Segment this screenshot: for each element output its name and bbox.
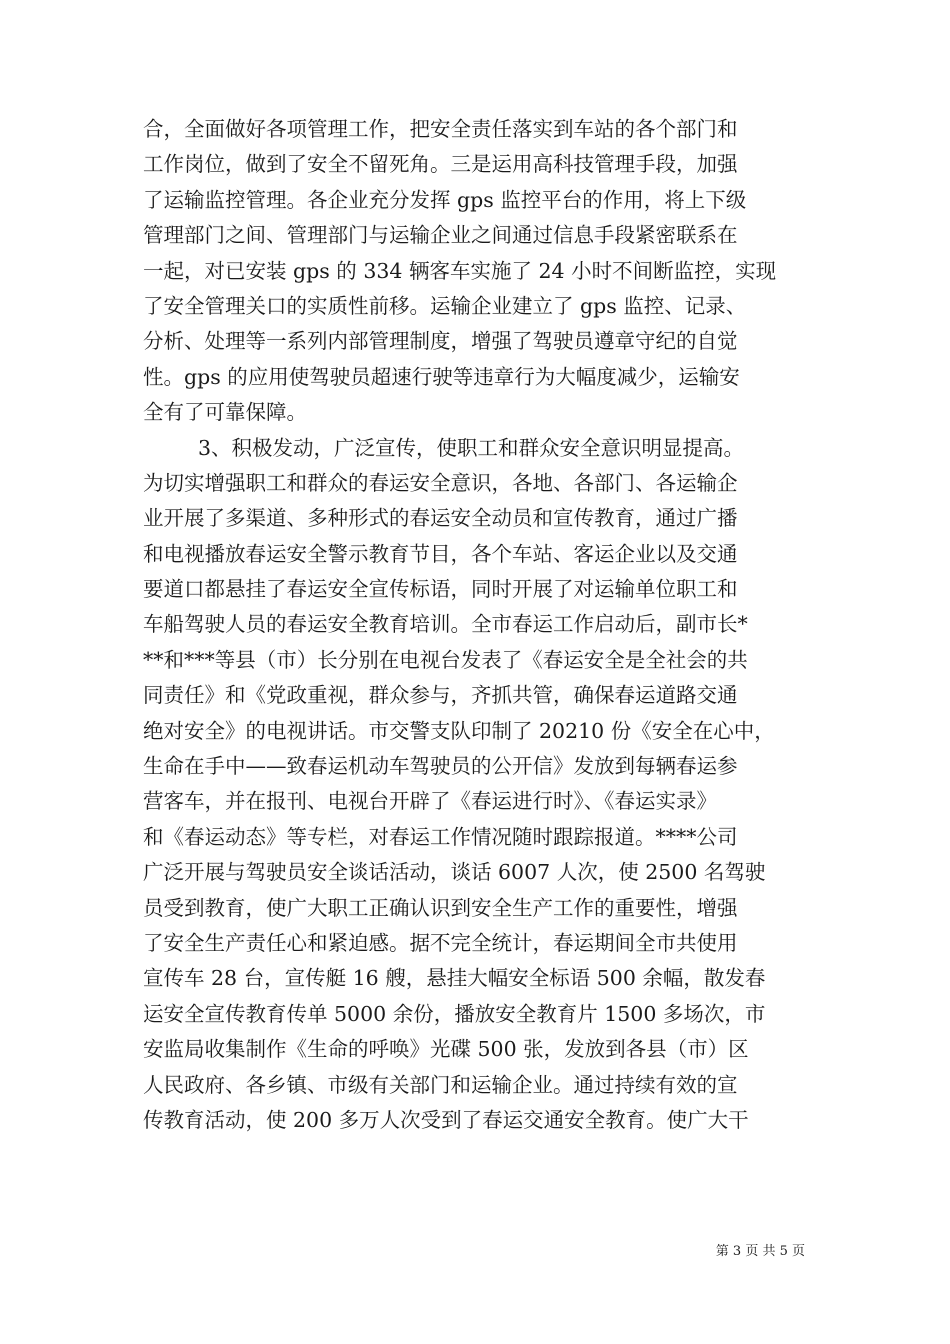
text-line: **和***等县（市）长分别在电视台发表了《春运安全是全社会的共 xyxy=(143,647,748,672)
text-line: 广泛开展与驾驶员安全谈话活动，谈话 6007 人次，使 2500 名驾驶 xyxy=(143,860,766,885)
text-line: 为切实增强职工和群众的春运安全意识，各地、各部门、各运输企 xyxy=(143,470,738,495)
body-text xyxy=(143,112,813,1138)
text-line: 员受到教育，使广大职工正确认识到安全生产工作的重要性，增强 xyxy=(143,895,738,920)
text-line: 运安全宣传教育传单 5000 余份，播放安全教育片 1500 多场次，市 xyxy=(143,1001,766,1026)
page-number: 第 3 页 共 5 页 xyxy=(715,1244,805,1259)
section-heading: 3、积极发动，广泛宣传，使职工和群众安全意识明显提高。 xyxy=(198,435,745,460)
text-line: 了运输监控管理。各企业充分发挥 gps 监控平台的作用，将上下级 xyxy=(143,187,747,212)
text-line: 管理部门之间、管理部门与运输企业之间通过信息手段紧密联系在 xyxy=(143,223,738,248)
text-line: 人民政府、各乡镇、市级有关部门和运输企业。通过持续有效的宣 xyxy=(143,1072,738,1097)
text-line: 性。gps 的应用使驾驶员超速行驶等违章行为大幅度减少，运输安 xyxy=(143,364,740,389)
text-line: 同责任》和《党政重视，群众参与，齐抓共管，确保春运道路交通 xyxy=(143,683,738,708)
text-line: 一起，对已安装 gps 的 334 辆客车实施了 24 小时不间断监控，实现 xyxy=(143,258,777,283)
text-line: 要道口都悬挂了春运安全宣传标语，同时开展了对运输单位职工和 xyxy=(143,577,738,602)
text-line: 了安全管理关口的实质性前移。运输企业建立了 gps 监控、记录、 xyxy=(143,293,747,318)
text-line: 传教育活动，使 200 多万人次受到了春运交通安全教育。使广大干 xyxy=(143,1107,749,1132)
text-line: 宣传车 28 台，宣传艇 16 艘，悬挂大幅安全标语 500 余幅，散发春 xyxy=(143,966,766,991)
text-line: 业开展了多渠道、多种形式的春运安全动员和宣传教育，通过广播 xyxy=(143,506,738,531)
text-line: 车船驾驶人员的春运安全教育培训。全市春运工作启动后，副市长* xyxy=(143,612,748,637)
text-line: 生命在手中——致春运机动车驾驶员的公开信》发放到每辆春运参 xyxy=(143,754,738,779)
text-line: 和《春运动态》等专栏，对春运工作情况随时跟踪报道。****公司 xyxy=(143,824,738,849)
text-line: 分析、处理等一系列内部管理制度，增强了驾驶员遵章守纪的自觉 xyxy=(143,329,738,354)
text-line: 了安全生产责任心和紧迫感。据不完全统计，春运期间全市共使用 xyxy=(143,930,738,955)
text-line: 工作岗位，做到了安全不留死角。三是运用高科技管理手段，加强 xyxy=(143,152,738,177)
text-line: 安监局收集制作《生命的呼唤》光碟 500 张，发放到各县（市）区 xyxy=(143,1037,749,1062)
text-line: 营客车，并在报刊、电视台开辟了《春运进行时》、《春运实录》 xyxy=(143,789,717,814)
text-line: 合，全面做好各项管理工作，把安全责任落实到车站的各个部门和 xyxy=(143,117,738,141)
text-line: 和电视播放春运安全警示教育节目，各个车站、客运企业以及交通 xyxy=(143,541,738,566)
text-line: 全有了可靠保障。 xyxy=(143,400,307,425)
text-line: 绝对安全》的电视讲话。市交警支队印制了 20210 份《安全在心中， xyxy=(143,718,775,743)
